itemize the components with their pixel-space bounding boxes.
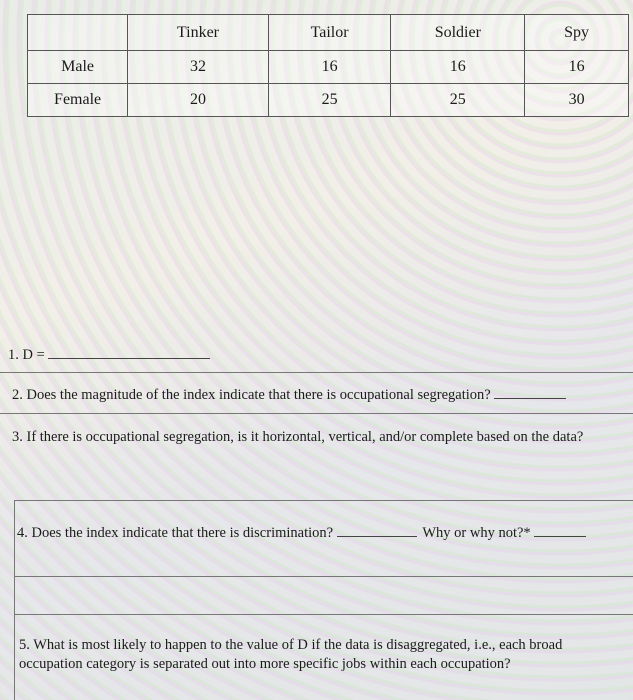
question-3-text: 3. If there is occupational segregation, is it horizontal, vertical, and/or complete based on the data? <box>12 429 584 445</box>
header-cell-soldier: Soldier <box>391 15 525 51</box>
question-3 <box>12 428 622 447</box>
cell-male-tailor: 16 <box>268 51 391 84</box>
occupation-table <box>27 14 629 117</box>
cell-male-tinker: 32 <box>128 51 269 84</box>
divider-line <box>0 413 633 414</box>
header-cell-tinker: Tinker <box>128 15 269 51</box>
cell-male-spy: 16 <box>525 51 629 84</box>
question-1-text: 1. D = <box>8 347 45 363</box>
answer-line-4a[interactable] <box>14 576 633 577</box>
answer-blank-4a[interactable] <box>337 524 417 537</box>
header-cell-spy: Spy <box>525 15 629 51</box>
table-header-row <box>28 15 629 51</box>
row-label-male: Male <box>28 51 128 84</box>
cell-female-spy: 30 <box>525 84 629 117</box>
margin-line <box>14 500 15 700</box>
cell-female-soldier: 25 <box>391 84 525 117</box>
question-4 <box>17 524 586 543</box>
answer-blank-1[interactable] <box>48 346 210 359</box>
answer-blank-2[interactable] <box>494 386 566 399</box>
answer-line-3[interactable] <box>14 500 633 501</box>
table-row-male <box>28 51 629 84</box>
header-cell-tailor: Tailor <box>268 15 391 51</box>
question-4-why: Why or why not?* <box>422 525 531 541</box>
header-cell-blank <box>28 15 128 51</box>
table-row-female <box>28 84 629 117</box>
answer-line-4b[interactable] <box>14 614 633 615</box>
answer-blank-4b[interactable] <box>534 524 586 537</box>
question-1 <box>8 346 210 365</box>
cell-female-tailor: 25 <box>268 84 391 117</box>
cell-male-soldier: 16 <box>391 51 525 84</box>
question-5 <box>19 636 624 674</box>
question-4-text: 4. Does the index indicate that there is discrimination? <box>17 525 334 541</box>
question-5-text: 5. What is most likely to happen to the value of D if the data is disaggregated, i.e., each broad occupation category is separated out into more specific jobs within each occupation? <box>19 637 563 672</box>
cell-female-tinker: 20 <box>128 84 269 117</box>
row-label-female: Female <box>28 84 128 117</box>
divider-line <box>0 372 633 373</box>
question-2 <box>12 386 566 405</box>
question-2-text: 2. Does the magnitude of the index indicate that there is occupational segregation? <box>12 387 491 403</box>
